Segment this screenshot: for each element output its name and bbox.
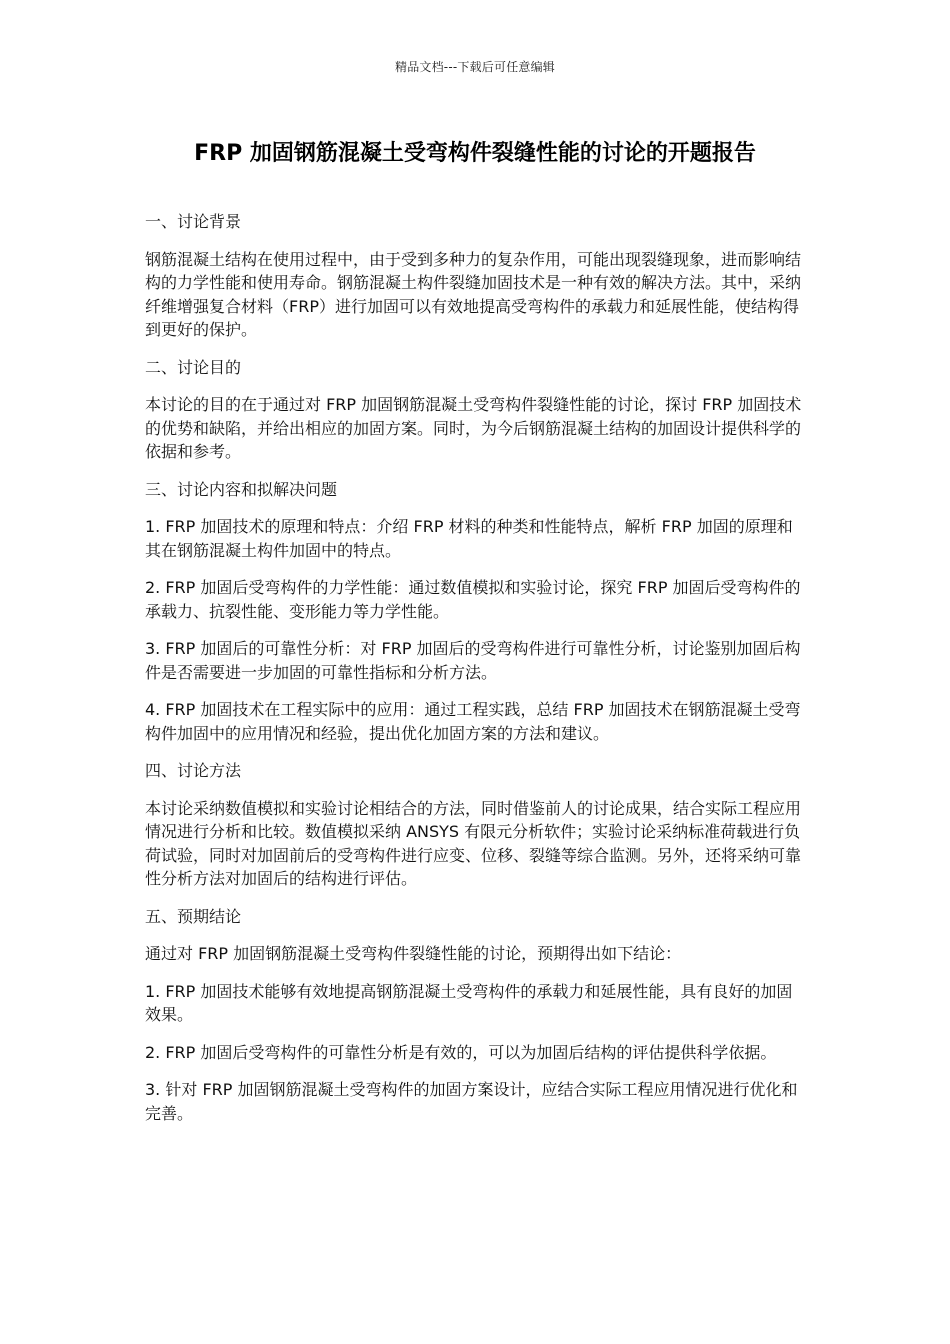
paragraph: 本讨论采纳数值模拟和实验讨论相结合的方法，同时借鉴前人的讨论成果，结合实际工程应用情况进行分析和比较。数值模拟采纳 ANSYS 有限元分析软件；实验讨论采纳标准荷载进行负荷试验，同时对加固前后的受弯构件进行应变、位移、裂缝等综合监测。另外，还将采纳可靠性分析方法对加固后的结构进行评估。 — [145, 798, 802, 888]
list-item: 3. 针对 FRP 加固钢筋混凝土受弯构件的加固方案设计，应结合实际工程应用情况进行优化和完善。 — [145, 1080, 798, 1123]
list-item: 3. FRP 加固后的可靠性分析：对 FRP 加固后的受弯构件进行可靠性分析，讨论鉴别加固后构件是否需要进一步加固的可靠性指标和分析方法。 — [145, 639, 801, 682]
list-item: 2. FRP 加固后受弯构件的可靠性分析是有效的，可以为加固后结构的评估提供科学依据。 — [145, 1042, 777, 1062]
list-item: 1. FRP 加固技术的原理和特点：介绍 FRP 材料的种类和性能特点，解析 FRP 加固的原理和其在钢筋混凝土构件加固中的特点。 — [145, 517, 793, 560]
list-item: 2. FRP 加固后受弯构件的力学性能：通过数值模拟和实验讨论，探究 FRP 加固后受弯构件的承载力、抗裂性能、变形能力等力学性能。 — [145, 578, 801, 621]
section-heading-purpose: 二、讨论目的 — [145, 357, 242, 377]
section-heading-conclusion: 五、预期结论 — [145, 906, 242, 926]
paragraph: 本讨论的目的在于通过对 FRP 加固钢筋混凝土受弯构件裂缝性能的讨论，探讨 FRP 加固技术的优势和缺陷，并给出相应的加固方案。同时，为今后钢筋混凝土结构的加固设计提供科学的依据和参考。 — [145, 395, 802, 461]
document-body — [145, 210, 807, 1139]
section-heading-method: 四、讨论方法 — [145, 761, 242, 780]
paragraph: 通过对 FRP 加固钢筋混凝土受弯构件裂缝性能的讨论，预期得出如下结论： — [145, 944, 682, 963]
list-item: 4. FRP 加固技术在工程实际中的应用：通过工程实践，总结 FRP 加固技术在钢筋混凝土受弯构件加固中的应用情况和经验，提出优化加固方案的方法和建议。 — [145, 700, 801, 743]
section-heading-background: 一、讨论背景 — [145, 212, 242, 231]
paragraph: 钢筋混凝土结构在使用过程中，由于受到多种力的复杂作用，可能出现裂缝现象，进而影响结构的力学性能和使用寿命。钢筋混凝土构件裂缝加固技术是一种有效的解决方法。其中，采纳纤维增强复合材料（FRP）进行加固可以有效地提高受弯构件的承载力和延展性能，使结构得到更好的保护。 — [145, 249, 802, 339]
section-heading-content: 三、讨论内容和拟解决问题 — [145, 479, 338, 499]
header-note: 精品文档---下载后可任意编辑 — [395, 60, 555, 74]
document-title: FRP 加固钢筋混凝土受弯构件裂缝性能的讨论的开题报告 — [194, 141, 756, 166]
list-item: 1. FRP 加固技术能够有效地提高钢筋混凝土受弯构件的承载力和延展性能，具有良好的加固效果。 — [145, 981, 793, 1024]
